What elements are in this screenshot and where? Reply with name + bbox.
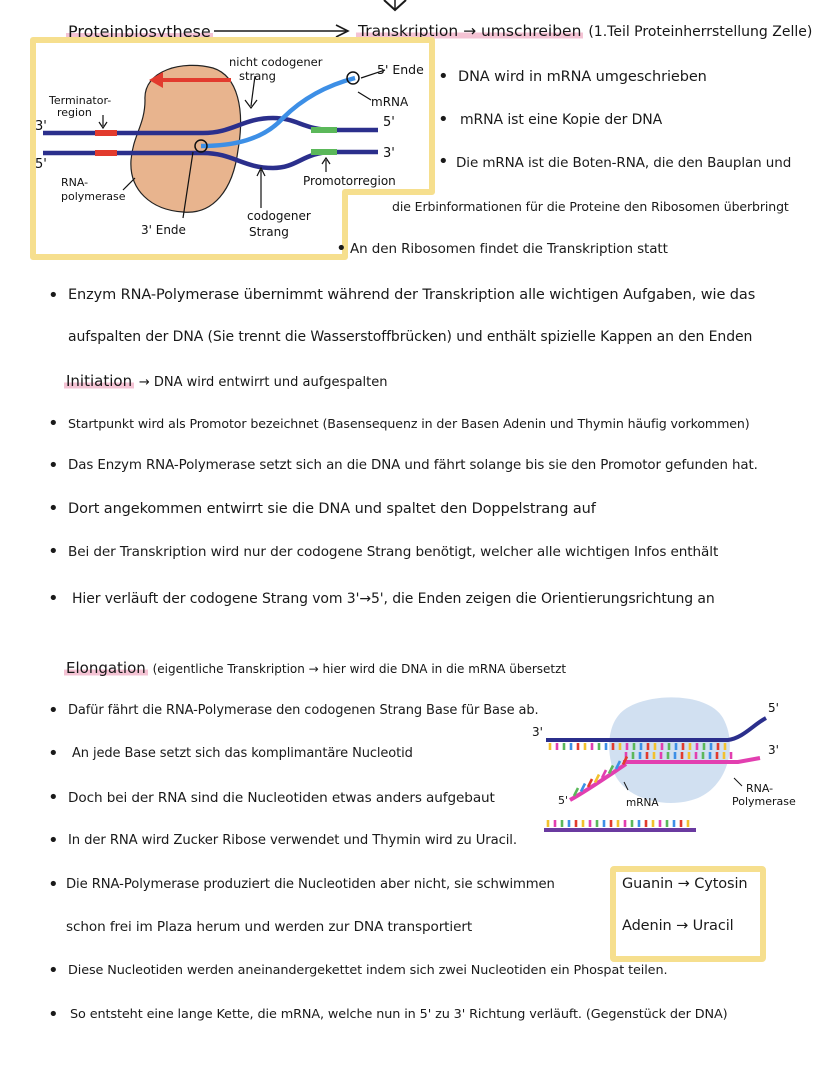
enzyme-text-2: aufspalten der DNA (Sie trennt die Wasserstoffbrücken) und enthält spizielle Kappen an den Enden [68, 329, 753, 345]
label-3-ende: 3' Ende [141, 223, 186, 237]
bullet-dot: • [48, 1004, 59, 1025]
bullet-dot: • [48, 541, 59, 562]
transcription-diagram [33, 40, 433, 257]
label-strang-2: Strang [249, 225, 289, 239]
pair-guanin-cytosin: Guanin → Cytosin [622, 876, 748, 892]
bullet-dot: • [48, 498, 59, 519]
label-mrna: mRNA [371, 95, 409, 109]
label-terminator: Terminator- [49, 94, 112, 107]
bullet-dot: • [438, 109, 449, 130]
initiation-bullet-5: Hier verläuft der codogene Strang vom 3'→5', die Enden zeigen die Orientierungsrichtung an [72, 591, 715, 607]
label-3-left: 3' [35, 119, 47, 134]
bullet-dot: • [48, 285, 59, 306]
initiation-bullet-3: Dort angekommen entwirrt sie die DNA und spaltet den Doppelstrang auf [68, 501, 596, 517]
bullet-dot: • [48, 874, 59, 895]
note-mrna-kopie: mRNA ist eine Kopie der DNA [460, 112, 663, 128]
polymerase-blob [609, 697, 730, 803]
d2-label-5-top: 5' [768, 701, 779, 715]
elongation-bullet-4: In der RNA wird Zucker Ribose verwendet und Thymin wird zu Uracil. [68, 833, 517, 848]
elongation-bullet-2: An jede Base setzt sich das komplimantäre Nucleotid [72, 746, 413, 761]
bullet-dot: • [48, 413, 59, 434]
bullet-dot: • [48, 455, 59, 476]
d2-label-rna: RNA- [746, 782, 774, 795]
elongation-bullet-5-line2: schon frei im Plaza herum und werden zur DNA transportiert [66, 919, 473, 935]
label-5-right: 5' [383, 115, 395, 130]
elongation-bullet-3: Doch bei der RNA sind die Nucleotiden etwas anders aufgebaut [68, 790, 495, 806]
bullet-dot: • [336, 238, 347, 259]
elongation-diagram [528, 690, 818, 850]
d2-label-5-mrna: 5' [558, 794, 569, 807]
label-5-left: 5' [35, 157, 47, 172]
label-region: region [57, 106, 92, 119]
label-3-right: 3' [383, 146, 395, 161]
elongation-bullet-7: So entsteht eine lange Kette, die mRNA, welche nun in 5' zu 3' Richtung verläuft. (Gegenstück der DNA) [70, 1007, 728, 1022]
initiation-bullet-2: Das Enzym RNA-Polymerase setzt sich an die DNA und fährt solange bis sie den Promotor gefunden hat. [68, 458, 758, 473]
label-rna: RNA- [61, 176, 89, 189]
bullet-dot: • [438, 66, 449, 87]
label-5-ende: 5' Ende [377, 62, 424, 77]
label-strang: strang [239, 69, 276, 83]
page-title: Proteinbiosythese [68, 22, 211, 41]
topic-title: Transkription → umschreiben (1.Teil Proteinherrstellung Zelle) [358, 22, 813, 40]
label-polymerase: polymerase [61, 190, 126, 203]
enzyme-text-1: Enzym RNA-Polymerase übernimmt während der Transkription alle wichtigen Aufgaben, wie das [68, 287, 756, 303]
note-dna-mrna: DNA wird in mRNA umgeschrieben [458, 69, 707, 85]
initiation-heading: Initiation → DNA wird entwirrt und aufgespalten [66, 372, 388, 390]
initiation-bullet-1: Startpunkt wird als Promotor bezeichnet (Basensequenz in der Basen Adenin und Thymin häufig vorkommen) [68, 416, 750, 431]
rna-polymerase-blob [131, 65, 241, 212]
bullet-dot: • [48, 588, 59, 609]
elongation-bullet-6: Diese Nucleotiden werden aneinandergekettet indem sich zwei Nucleotiden ein Phospat teilen. [68, 963, 668, 978]
elongation-heading: Elongation (eigentliche Transkription → hier wird die DNA in die mRNA übersetzt [66, 659, 567, 677]
label-promotorregion: Promotorregion [303, 174, 396, 188]
note-ribosomen: An den Ribosomen findet die Transkription statt [350, 241, 668, 257]
d2-label-3-left: 3' [532, 725, 543, 739]
bullet-dot: • [48, 960, 59, 981]
d2-label-mrna: mRNA [626, 797, 659, 809]
bullet-dot: • [48, 743, 59, 764]
label-codogener: codogener [247, 209, 311, 223]
note-boten-rna-2: die Erbinformationen für die Proteine den Ribosomen überbringt [392, 199, 789, 214]
bullet-dot: • [48, 787, 59, 808]
bullet-dot: • [48, 830, 59, 851]
bullet-dot: • [438, 151, 449, 172]
pair-adenin-uracil: Adenin → Uracil [622, 918, 734, 934]
d2-label-polymerase: Polymerase [732, 795, 796, 808]
initiation-bullet-4: Bei der Transkription wird nur der codogene Strang benötigt, welcher alle wichtigen Infos enthält [68, 544, 719, 560]
elongation-bullet-5-line1: Die RNA-Polymerase produziert die Nucleotiden aber nicht, sie schwimmen [66, 877, 555, 892]
elongation-bullet-1: Dafür fährt die RNA-Polymerase den codogenen Strang Base für Base ab. [68, 703, 539, 718]
bullet-dot: • [48, 700, 59, 721]
d2-label-3-right: 3' [768, 743, 779, 757]
label-nicht-codogener: nicht codogener [229, 55, 323, 69]
note-boten-rna-1: Die mRNA ist die Boten-RNA, die den Bauplan und [456, 155, 792, 171]
